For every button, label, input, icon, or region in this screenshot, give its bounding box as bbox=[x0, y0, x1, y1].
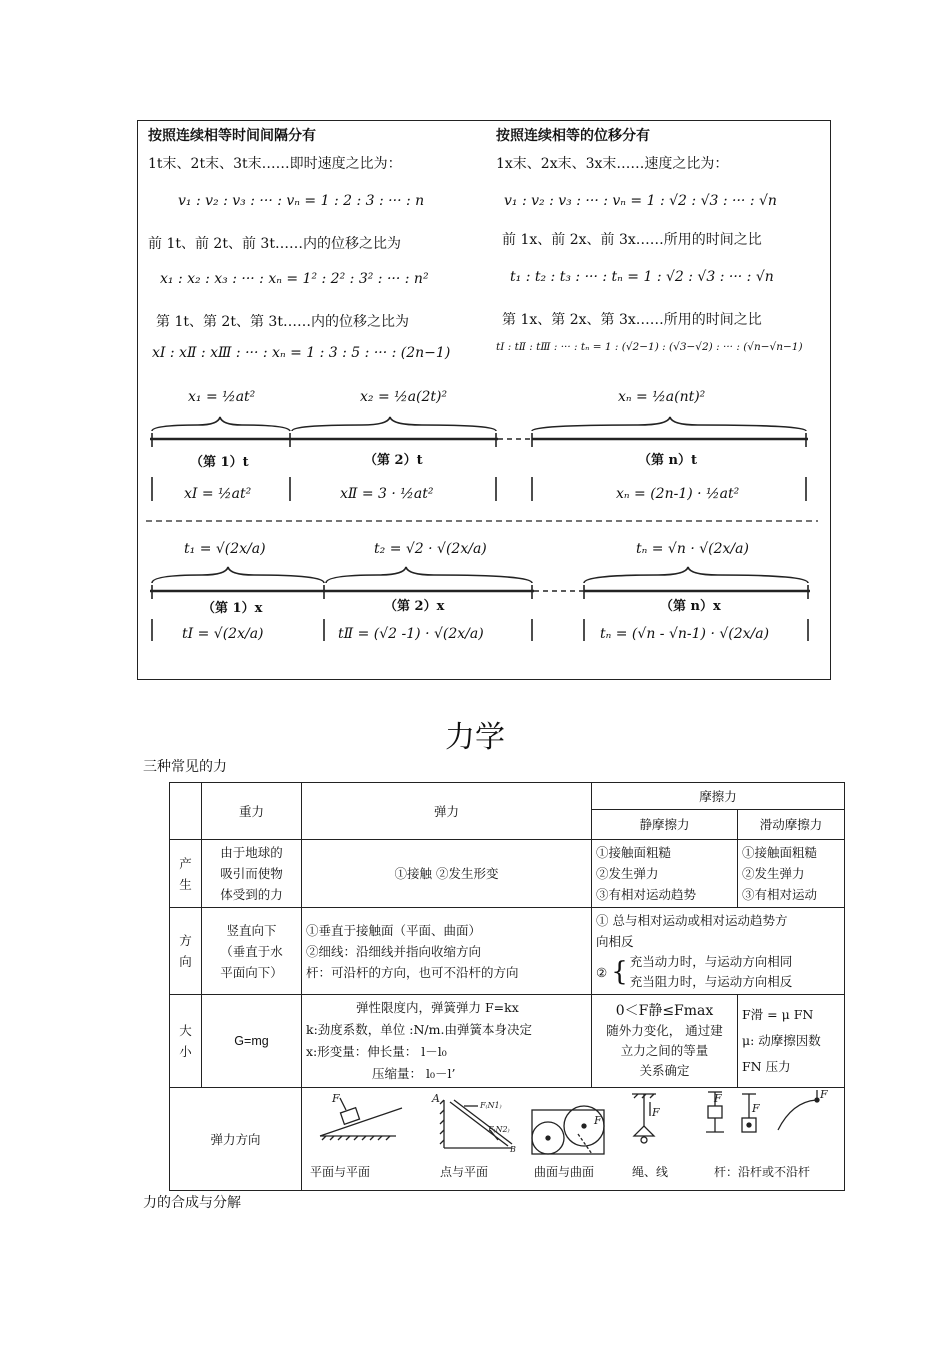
caption-plane-plane: 平面与平面 bbox=[310, 1165, 371, 1179]
symbol-f-rope: F bbox=[652, 1106, 660, 1119]
segment-diagram-lines bbox=[138, 121, 832, 681]
right-header: 按照连续相等的位移分有 bbox=[496, 128, 650, 144]
time-top-2: x₂ = ½a(2t)² bbox=[360, 389, 448, 405]
direction-elastic: ①垂直于接触面（平面、曲面） ②细线：沿细线并指向收缩方向 杆：可沿杆的方向，也可不沿杆的方向 bbox=[302, 908, 592, 995]
origin-elastic: ①接触 ②发生形变 bbox=[302, 840, 592, 908]
symbol-fn2: F₍N2₎ bbox=[488, 1125, 510, 1134]
disp-label-2: （第 2）x bbox=[384, 599, 445, 614]
direction-friction: ① 总与相对运动或相对运动趋势方 向相反 ② { 充当动力时，与运动方向相同 充当阻力时，与运动方向相反 bbox=[592, 908, 845, 995]
symbol-a: A bbox=[432, 1092, 440, 1105]
magnitude-gravity: G=mg bbox=[202, 995, 302, 1088]
symbol-f-rod3: F bbox=[820, 1088, 828, 1101]
time-bottom-2: xⅡ = 3 · ½at² bbox=[340, 486, 434, 502]
caption-rope: 绳、线 bbox=[632, 1165, 669, 1179]
origin-static: ①接触面粗糙 ②发生弹力 ③有相对运动趋势 bbox=[592, 840, 738, 908]
caption-curve-curve: 曲面与曲面 bbox=[534, 1165, 595, 1179]
left-formula-nth-displacement: xⅠ : xⅡ : xⅢ : ··· : xₙ = 1 : 3 : 5 : ··· : (2n−1) bbox=[152, 345, 451, 361]
right-formula-time: t₁ : t₂ : t₃ : ··· : tₙ = 1 : √2 : √3 : ··· : √n bbox=[510, 269, 774, 285]
magnitude-sliding: F滑 = μ FN μ: 动摩擦因数 FN 压力 bbox=[738, 995, 845, 1088]
header-gravity: 重力 bbox=[202, 783, 302, 840]
left-formula-velocity: v₁ : v₂ : v₃ : ··· : vₙ = 1 : 2 : 3 : ··· : n bbox=[178, 193, 425, 209]
disp-bottom-n: tₙ = (√n - √n-1) · √(2x/a) bbox=[600, 626, 770, 642]
symbol-f-curve: F bbox=[594, 1114, 602, 1127]
row-label-elastic-direction: 弹力方向 bbox=[170, 1088, 302, 1191]
right-line-1: 1x末、2x末、3x末……速度之比为： bbox=[496, 156, 729, 172]
origin-gravity: 由于地球的 吸引而使物 体受到的力 bbox=[202, 840, 302, 908]
left-line-3: 第 1t、第 2t、第 3t……内的位移之比为 bbox=[156, 314, 409, 330]
row-label-direction: 方向 bbox=[170, 908, 202, 995]
time-bottom-n: xₙ = (2n-1) · ½at² bbox=[616, 486, 740, 502]
table-caption: 三种常见的力 bbox=[143, 759, 227, 775]
symbol-f-rod2: F bbox=[752, 1102, 760, 1115]
elastic-direction-diagrams bbox=[302, 1088, 845, 1191]
right-line-2: 前 1x、前 2x、前 3x……所用的时间之比 bbox=[502, 232, 762, 248]
time-label-1: （第 1）t bbox=[190, 455, 249, 470]
caption-rod: 杆：沿杆或不沿杆 bbox=[714, 1165, 811, 1179]
row-label-origin: 产生 bbox=[170, 840, 202, 908]
header-friction: 摩擦力 bbox=[592, 783, 845, 810]
kinematics-figure bbox=[137, 120, 831, 680]
left-header: 按照连续相等时间间隔分有 bbox=[148, 128, 316, 144]
left-line-2: 前 1t、前 2t、前 3t……内的位移之比为 bbox=[148, 236, 401, 252]
magnitude-elastic: 弹性限度内，弹簧弹力 F=kx k:劲度系数，单位 :N/m.由弹簧本身决定 x:形变量：伸长量： l－l₀ 压缩量： l₀－l’ bbox=[302, 995, 592, 1088]
bottom-caption: 力的合成与分解 bbox=[143, 1195, 241, 1211]
disp-top-2: t₂ = √2 · √(2x/a) bbox=[374, 541, 487, 557]
origin-sliding: ①接触面粗糙 ②发生弹力 ③有相对运动 bbox=[738, 840, 845, 908]
section-title: 力学 bbox=[445, 720, 505, 755]
right-formula-nth-time: tⅠ : tⅡ : tⅢ : ··· : tₙ = 1 : (√2−1) : (√3−√2) : ··· : (√n−√n−1) bbox=[496, 341, 803, 353]
time-top-1: x₁ = ½at² bbox=[188, 389, 256, 405]
corner-cell bbox=[170, 783, 202, 840]
disp-bottom-2: tⅡ = (√2 -1) · √(2x/a) bbox=[338, 626, 484, 642]
row-label-magnitude: 大小 bbox=[170, 995, 202, 1088]
forces-table bbox=[169, 782, 845, 1191]
direction-gravity: 竖直向下 （垂直于水 平面向下） bbox=[202, 908, 302, 995]
time-top-n: xₙ = ½a(nt)² bbox=[618, 389, 706, 405]
disp-top-n: tₙ = √n · √(2x/a) bbox=[636, 541, 749, 557]
magnitude-static: 0＜F静≤Fmax 随外力变化， 通过建 立力之间的等量 关系确定 bbox=[592, 995, 738, 1088]
symbol-fn1: F₍N1₎ bbox=[480, 1101, 502, 1110]
time-label-n: （第 n）t bbox=[638, 453, 697, 468]
left-line-1: 1t末、2t末、3t末……即时速度之比为： bbox=[148, 156, 402, 172]
time-label-2: （第 2）t bbox=[364, 453, 423, 468]
left-formula-displacement: x₁ : x₂ : x₃ : ··· : xₙ = 1² : 2² : 3² : ··· : n² bbox=[160, 271, 429, 287]
disp-label-1: （第 1）x bbox=[202, 601, 263, 616]
brace-symbol: { bbox=[611, 957, 628, 987]
caption-point-plane: 点与平面 bbox=[440, 1165, 489, 1179]
symbol-b: B bbox=[510, 1145, 516, 1154]
disp-top-1: t₁ = √(2x/a) bbox=[184, 541, 266, 557]
right-formula-velocity: v₁ : v₂ : v₃ : ··· : vₙ = 1 : √2 : √3 : ··· : √n bbox=[504, 193, 777, 209]
header-sliding-friction: 滑动摩擦力 bbox=[738, 810, 845, 840]
header-elastic: 弹力 bbox=[302, 783, 592, 840]
symbol-f-incline: F bbox=[332, 1092, 340, 1105]
disp-bottom-1: tⅠ = √(2x/a) bbox=[182, 626, 264, 642]
time-bottom-1: xⅠ = ½at² bbox=[184, 486, 252, 502]
right-line-3: 第 1x、第 2x、第 3x……所用的时间之比 bbox=[502, 312, 762, 328]
disp-label-n: （第 n）x bbox=[660, 599, 721, 614]
header-static-friction: 静摩擦力 bbox=[592, 810, 738, 840]
symbol-f-rod1: F bbox=[714, 1092, 722, 1105]
